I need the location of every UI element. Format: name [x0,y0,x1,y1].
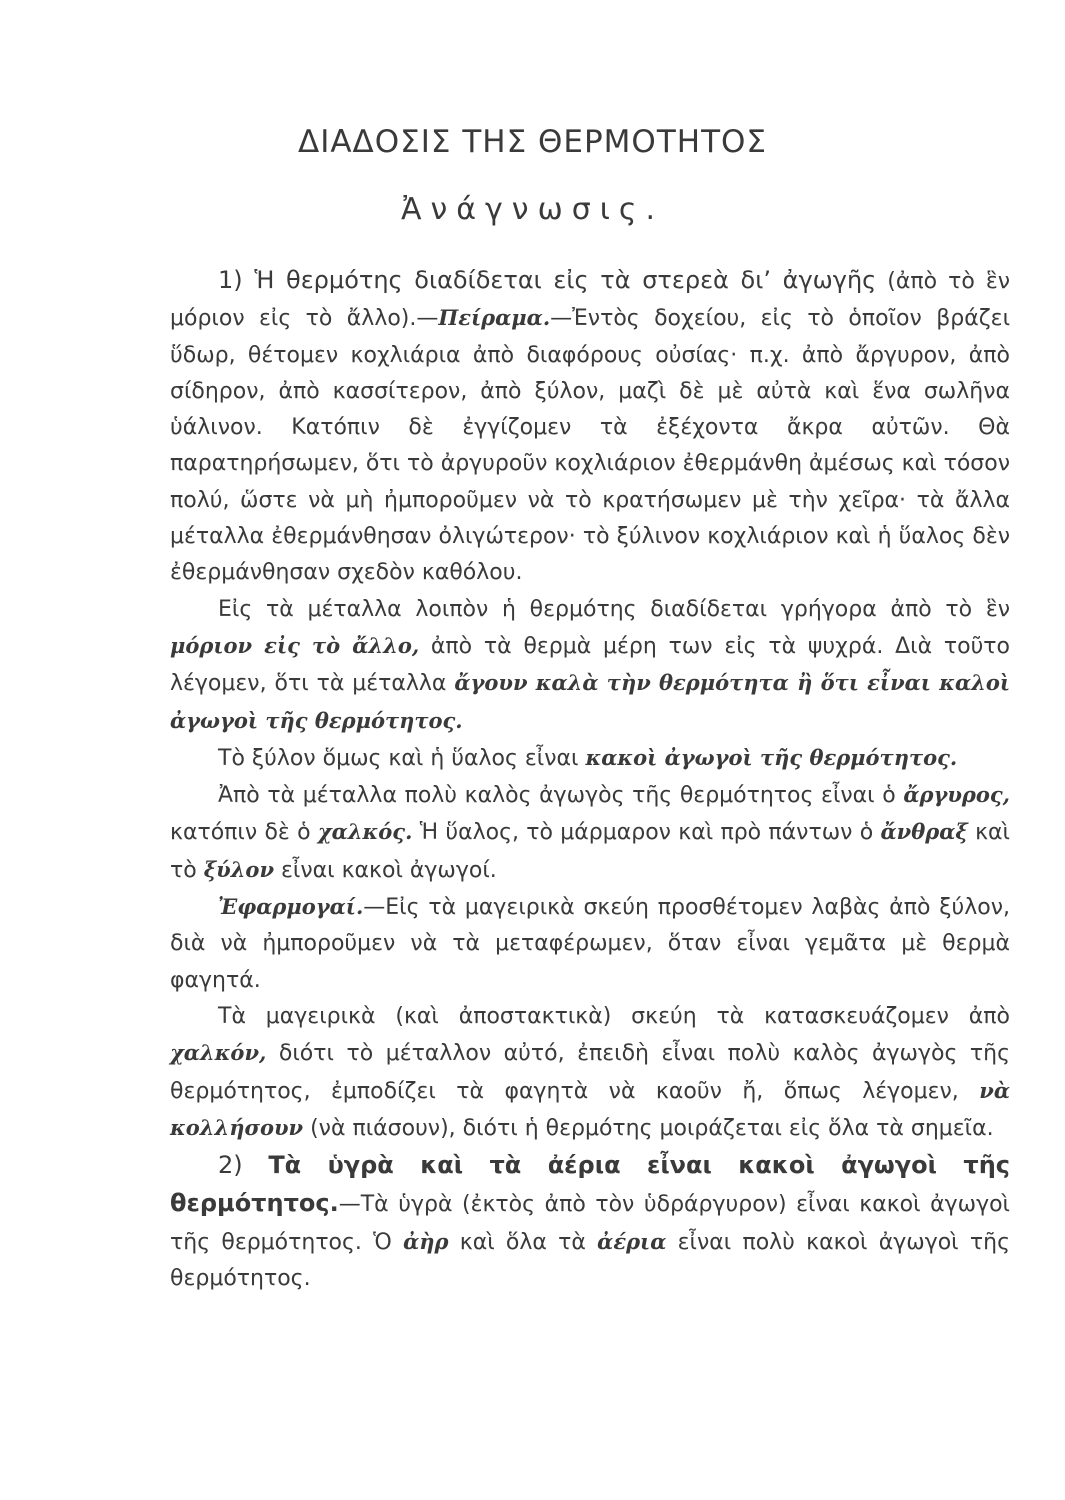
emphasis: ξύλον [203,856,275,882]
text-run: —Εἰς τὰ μαγειρικὰ σκεύη προσθέτομεν λαβὰς ἀπὸ ξύλον, διὰ νὰ ἠμποροῦμεν νὰ τὰ μεταφέρωμεν, ὅταν εἶναι γεμᾶτα μὲ θερμὰ φαγητά. [170,895,1010,993]
emphasis: ἄνθραξ [880,819,968,845]
text-run: Εἰς τὰ μέταλλα λοιπὸν ἡ θερμότης διαδίδεται γρήγορα ἀπὸ τὸ ἓν [218,596,1010,622]
text-run: Ἀπὸ τὰ μέταλλα πολὺ καλὸς ἀγωγὸς τῆς θερμότητος εἶναι ὁ [218,783,904,809]
lead-statement: Ἡ θερμότης διαδίδεται εἰς τὰ στερεὰ δι’ ἀγωγῆς [254,266,877,294]
paragraph-6 [170,999,1010,1147]
emphasis: χαλκόν, [170,1040,267,1066]
section-subtitle: Ἀνάγνωσις. [401,192,664,227]
emphasis: κακοὶ ἀγωγοὶ τῆς θερμότητος. [585,744,958,770]
emphasis: ἄργυρος, [903,782,1010,808]
emphasis: ἄγουν καλὰ τὴν θερμότητα ἢ ὅτι εἶναι καλοὶ ἀγωγοὶ τῆς θερμότητος. [170,670,1010,733]
text-run: καὶ ὅλα τὰ [448,1229,598,1255]
paragraph-7 [170,1147,1010,1297]
text-run: κατόπιν δὲ ὁ [170,820,318,846]
text-run: διότι τὸ μέταλλον αὐτό, ἐπειδὴ εἶναι πολὺ καλὸς ἀγωγὸς τῆς θερμότητος, ἐμποδίζει τὰ φαγητὰ νὰ καοῦν ἤ, ὅπως λέγομεν, [170,1041,1010,1104]
paragraph-4 [170,777,1010,889]
text-run: —Τὰ ὑγρὰ (ἐκτὸς ἀπὸ τὸν ὑδράργυρον) εἶναι κακοὶ ἀγωγοὶ τῆς θερμότητος. Ὁ [170,1192,1010,1255]
text-run: ἀπὸ τὰ θερμὰ μέρη των εἰς τὰ ψυχρά. Διὰ τοῦτο λέγομεν, ὅτι τὰ μέταλλα [170,633,1011,697]
paragraph-2 [170,592,1010,740]
text-run: καὶ τὸ [170,820,1011,883]
emphasis: Ἐφαρμογαί. [218,894,364,920]
paragraph-1 [170,262,1010,592]
paragraph-5 [170,889,1010,999]
emphasis: ἀέρια [597,1228,667,1254]
paragraph-3 [170,740,1010,777]
text-run: (νὰ πιάσουν), διότι ἡ θερμότης μοιράζεται εἰς ὅλα τὰ σημεῖα. [303,1115,994,1141]
emphasis: ἀὴρ [403,1228,449,1254]
text-run: —Ἐντὸς δοχείου, εἰς τὸ ὁποῖον βράζει ὕδωρ, θέτομεν κοχλιάρια ἀπὸ διαφόρους οὐσίας· π.χ. ἀπὸ ἄργυρον, ἀπὸ σίδηρον, ἀπὸ κασσίτερον, ἀπὸ ξύλον, μαζὶ δὲ μὲ αὐτὰ καὶ ἕνα σωλῆνα ὑάλινον. Κατόπιν δὲ ἐγγίζομεν τὰ ἐξέχοντα ἄκρα αὐτῶν. Θὰ παρατηρήσωμεν, ὅτι τὸ ἀργυροῦν κοχλιάριον ἐθερμάνθη ἀμέσως καὶ τόσον πολύ, ὥστε νὰ μὴ ἠμποροῦμεν νὰ τὸ κρατήσωμεν μὲ τὴν χεῖρα· τὰ ἄλλα μέταλλα ἐθερμάνθησαν ὀλιγώτερον· τὸ ξύλινον κοχλιάριον καὶ ἡ ὕαλος δὲν ἐθερμάνθησαν σχεδὸν καθόλου. [170,306,1011,586]
text-run: εἶναι πολὺ κακοὶ ἀγωγοὶ τῆς θερμότητος. [170,1229,1010,1292]
text-run: εἶναι κακοὶ ἀγωγοί. [274,857,497,883]
text-run: Τὸ ξύλον ὅμως καὶ ἡ ὕαλος εἶναι [218,745,586,771]
emphasis: χαλκός. [317,819,413,845]
emphasis: νὰ κολλήσουν [170,1077,1010,1140]
text-run: Ἡ ὕαλος, τὸ μάρμαρον καὶ πρὸ πάντων ὁ [412,820,881,846]
emphasis: μόριον εἰς τὸ ἄλλο, [170,632,420,658]
body-text [170,262,1010,1297]
text-run: Τὰ μαγειρικὰ (καὶ ἀποστακτικὰ) σκεύη τὰ κατασκευάζομεν ἀπὸ [218,1003,1010,1029]
emphasis: Πείραμα. [438,305,551,331]
page-title: ΔΙΑΔΟΣΙΣ ΤΗΣ ΘΕΡΜΟΤΗΤΟΣ [297,124,768,160]
paragraph-number: 1) [218,266,255,294]
paragraph-number: 2) [218,1151,269,1180]
text-run: (ἀπὸ τὸ ἓν μόριον εἰς τὸ ἄλλο).— [170,269,1011,332]
lead-statement: Τὰ ὑγρὰ καὶ τὰ ἀέρια εἶναι κακοὶ ἀγωγοὶ τῆς θερμότητος. [170,1151,1011,1218]
